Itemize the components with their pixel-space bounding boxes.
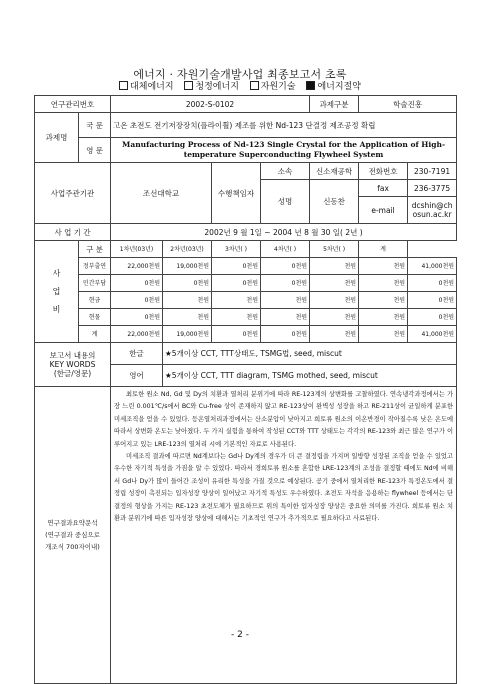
checkbox-icon[interactable] <box>250 81 259 90</box>
budget-row-cash: 현금 0천원 천원 천원 천원 천원 천원 0천원 <box>35 292 457 309</box>
summary-label: 연구결과요약문석 (연구결과 중심으로 개조식 700자이내) <box>35 387 111 684</box>
budget-row-kind: 현물 0천원 천원 천원 천원 천원 천원 0천원 <box>35 309 457 326</box>
org-label: 사업주관기관 <box>35 163 111 224</box>
mgmt-label: 연구관리번호 <box>35 96 111 113</box>
report-title: 에너지 · 자원기술개발사업 최종보고서 초록 <box>133 68 347 81</box>
phone-value: 230-7191 <box>408 163 457 180</box>
budget-header-cell: 3차년( ) <box>212 241 261 258</box>
aff-value: 신소재공학 <box>310 163 359 180</box>
budget-row-label: 정부출연 <box>79 258 111 275</box>
title-en: Manufacturing Process of Nd-123 Single Crystal for the Application of High-temperature Superconducting Flywheel System <box>111 138 457 163</box>
budget-side-label: 사업비 <box>35 241 79 343</box>
checkbox-icon[interactable] <box>184 81 193 90</box>
kw-kr-label: 한글 <box>111 343 163 365</box>
budget-row-label: 현금 <box>79 292 111 309</box>
org-value: 조선대학교 <box>111 163 212 224</box>
report-table <box>34 95 457 684</box>
checkbox-checked-icon[interactable] <box>306 81 315 90</box>
budget-row-label: 현물 <box>79 309 111 326</box>
field-value: 학술진흥 <box>359 96 457 113</box>
category-clean[interactable]: 청정에너지 <box>184 82 238 92</box>
field-label: 과제구분 <box>310 96 359 113</box>
budget-header-cell: 2차년(03년) <box>163 241 212 258</box>
budget-row-gov: 정부출연 22,000천원 19,000천원 0천원 0천원 천원 천원 41,000천원 <box>35 258 457 275</box>
email-label: e-mail <box>359 197 408 224</box>
budget-header-cell: 5차년( ) <box>310 241 359 258</box>
keywords-label: 보고서 내용의 KEY WORDS (한글/영문) <box>35 343 111 387</box>
kw-en: ★5개이상 CCT, TTT diagram, TSMG mothed, seed, miscut <box>163 365 457 387</box>
category-resource[interactable]: 자원기술 <box>250 82 296 92</box>
budget-row-label: 민간부담 <box>79 275 111 292</box>
kw-en-label: 영어 <box>111 365 163 387</box>
budget-row-private: 민간부담 0천원 0천원 0천원 0천원 천원 천원 0천원 <box>35 275 457 292</box>
email-value[interactable]: dcshin@chosun.ac.kr <box>408 197 457 224</box>
budget-row-label: 계 <box>79 326 111 343</box>
budget-row-total: 계 22,000천원 19,000천원 0천원 0천원 천원 천원 41,000천원 <box>35 326 457 343</box>
fax-value: 236-3775 <box>408 180 457 197</box>
category-renewable[interactable]: 대체에너지 <box>119 82 173 92</box>
category-saving[interactable]: 에너지절약 <box>306 82 360 92</box>
page-number: - 2 - <box>231 630 249 640</box>
project-label: 과제명 <box>35 113 79 163</box>
title-kr: 고온 초전도 전기저장장치(플라이휠) 제조를 위한 Nd-123 단결정 제조공정 확립 <box>111 113 457 138</box>
summary-paragraph: 최토한 원소 Nd, Gd 및 Dy의 치환과 열처리 분위기에 따라 RE-123계의 상변화를 고찰하였다. 연속냉각과정에서는 가장 느린 0.001℃/s에서 BC와 Cu-free 상이 존재하지 않고 RE-123상이 완벽성 성장을 하고 RE-211상이 균일하게 분포한 미세조직을 얻을 수 있었다. 등온열처리과정에서는 산소분압이 낮아지고 희토류 원소의 이온반경이 작아질수록 낮은 온도에 따라서 상변화 온도는 낮아졌다. 두 가지 실험을 통하여 작성된 CCT와 TTT 상태도는 각각의 RE-123와 최근 많은 연구가 이루어지고 있는 LRE-123의 열처리 시에 기본적인 자료로 사용된다. <box>114 391 454 448</box>
lead-label: 수행책임자 <box>212 163 261 224</box>
english-label: 영 문 <box>79 138 111 163</box>
category-checkboxes <box>0 79 480 92</box>
summary-paragraph: 미세조직 결과에 따르면 Nd계보다는 Gd나 Dy계의 경우가 더 큰 결정립을 가지며 일방향 성장된 조직을 얻을 수 있었고 우수한 자기적 특성을 가짐을 알 수 있었다. 따라서 경희토류 원소를 혼합한 LRE-123계의 조성을 결정할 때에도 Nd에 비해서 Gd나 Dy가 많이 들어간 조성이 유리한 특성을 가질 것으로 예상된다. 공기 중에서 열처리한 RE-123가 특정온도에서 결정립 성장이 촉진되는 입자성장 양상이 일어났고 자기적 특성도 우수하였다. 초전도 자석을 응용하는 flywheel 등에서는 단결정의 형상을 가지는 RE-123 초전도체가 필요하므로 위의 특이한 입자성장 양상은 중요한 의미를 가진다. 희토류 원소 치환과 분위기에 따른 입자성장 양상에 대해서는 기초적인 연구가 추가적으로 필요하다고 사료된다. <box>114 453 454 523</box>
budget-header-cell: 구 분 <box>79 241 111 258</box>
period-label: 사 업 기 간 <box>35 224 111 241</box>
budget-header-cell: 4차년( ) <box>261 241 310 258</box>
name-label: 성명 <box>261 180 310 224</box>
korean-label: 국 문 <box>79 113 111 138</box>
fax-label: fax <box>359 180 408 197</box>
kw-kr: ★5개이상 CCT, TTT상태도, TSMG법, seed, miscut <box>163 343 457 365</box>
mgmt-no: 2002-S-0102 <box>111 96 310 113</box>
aff-label: 소속 <box>261 163 310 180</box>
phone-label: 전화번호 <box>359 163 408 180</box>
name-value: 신동찬 <box>310 180 359 224</box>
checkbox-icon[interactable] <box>119 81 128 90</box>
period-value: 2002년 9 월 1일 ~ 2004 년 8 월 30 일( 2년 ) <box>111 224 457 241</box>
budget-header-cell: 1차년(03년) <box>111 241 163 258</box>
budget-header-cell: 계 <box>359 241 408 258</box>
